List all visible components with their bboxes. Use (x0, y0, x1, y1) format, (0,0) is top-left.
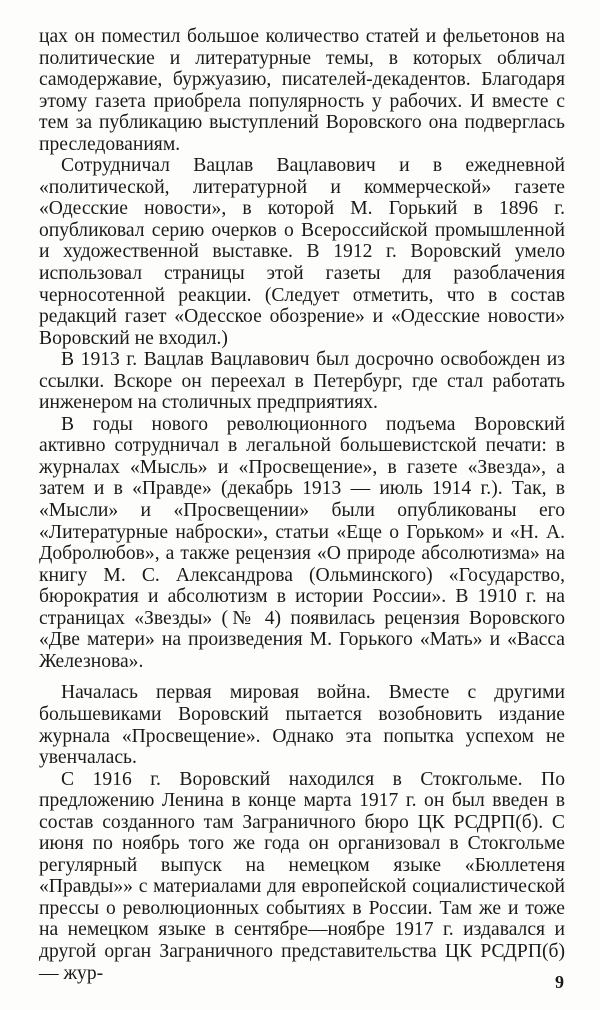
paragraph-2: Сотрудничал Вацлав Вацлавович и в ежедневной «политической, литературной и коммерческой» газете «Одесские новости», в которой М. Горький в 1896 г. опубликовал серию очерков о Всероссийской промышленной и художественной выставке. В 1912 г. Воровский умело использовал страницы этой газеты для разоблачения черносотенной реакции. (Следует отметить, что в состав редакций газет «Одесское обозрение» и «Одесские новости» Воровский не входил.) (39, 155, 565, 349)
paragraph-6: С 1916 г. Воровский находился в Стокгольме. По предложению Ленина в конце марта 1917 г. он был введен в состав созданного там Заграничного бюро ЦК РСДРП(б). С июня по ноябрь того же года он организовал в Стокгольме регулярный выпуск на немецком языке «Бюллетеня «Правды»» с материалами для европейской социалистической прессы о революционных событиях в России. Там же и тоже на немецком языке в сентябре—ноябре 1917 г. издавался и другой орган Заграничного представительства ЦК РСДРП(б) — жур- (39, 768, 565, 984)
paragraph-1: цах он поместил большое количество статей и фельетонов на политические и литературные темы, в которых обличал самодержавие, буржуазию, писателей-декадентов. Благодаря этому газета приобрела популярность у рабочих. И вместе с тем за публикацию выступлений Воровского она подверглась преследованиям. (39, 26, 565, 155)
paragraph-4: В годы нового революционного подъема Воровский активно сотрудничал в легальной большевистской печати: в журналах «Мысль» и «Просвещение», в газете «Звезда», а затем и в «Правде» (декабрь 1913 — июль 1914 г.). Так, в «Мысли» и «Просвещении» были опубликованы его «Литературные наброски», статьи «Еще о Горьком» и «Н. А. Добролюбов», а также рецензия «О природе абсолютизма» на книгу М. С. Александрова (Ольминского) «Государство, бюрократия и абсолютизм в истории России». В 1910 г. на страницах «Звезды» (№ 4) появилась рецензия Воровского «Две матери» на произведения М. Горького «Мать» и «Васса Железнова». (39, 413, 565, 672)
paragraph-3: В 1913 г. Вацлав Вацлавович был досрочно освобожден из ссылки. Вскоре он переехал в Петербург, где стал работать инженером на столичных предприятиях. (39, 349, 565, 414)
paragraph-5: Началась первая мировая война. Вместе с другими большевиками Воровский пытается возобновить издание журнала «Просвещение». Однако эта попытка успехом не увенчалась. (39, 682, 565, 769)
page-number: 9 (555, 972, 564, 992)
page-body (39, 26, 565, 984)
